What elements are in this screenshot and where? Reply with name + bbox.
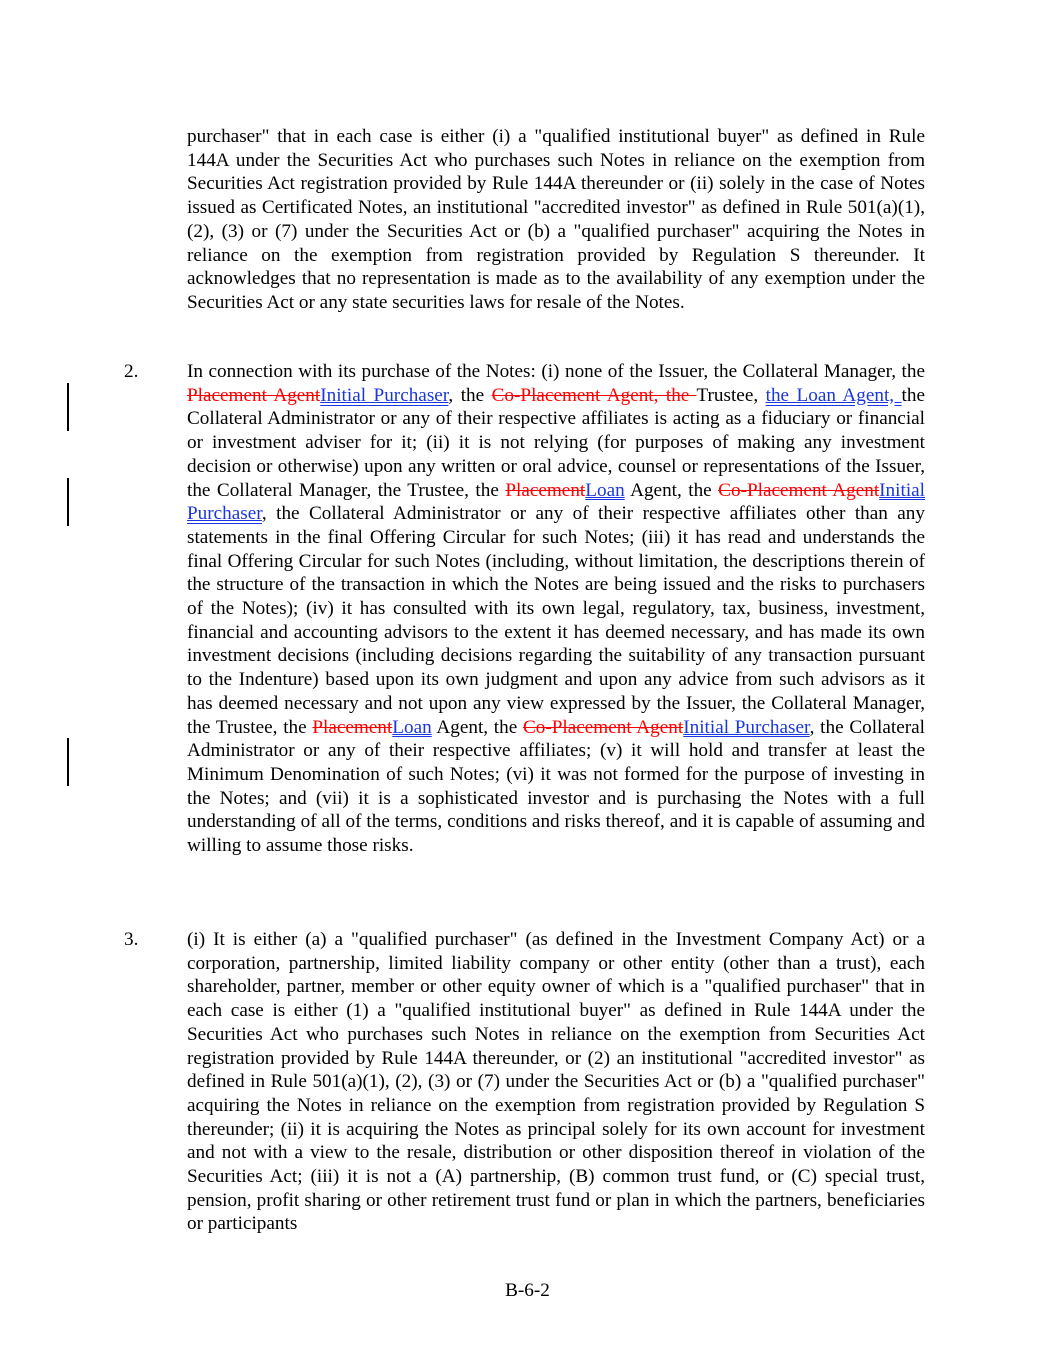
paragraph-number-2: 2.	[124, 361, 139, 382]
body-text: Trustee,	[696, 384, 766, 406]
inserted-text: Initial Purchaser	[320, 384, 449, 406]
paragraph-3: (i) It is either (a) a "qualified purchaser" (as defined in the Investment Company Act) or a corporation, partnership, limited liability company or other entity (other than a trust), each shareholder, partner, member or other equity owner of which is a "qualified purchaser" that in each case is either (1) a "qualified institutional buyer" as defined in Rule 144A under the Securities Act who purchases such Notes in reliance on the exemption from Securities Act registration provided by Rule 144A thereunder, or (2) an institutional "accredited investor" as defined in Rule 501(a)(1), (2), (3) or (7) under the Securities Act or (b) a "qualified purchaser" acquiring the Notes in reliance on the exemption from registration provided by Regulation S thereunder; (ii) it is acquiring the Notes as principal solely for its own account for investment and not with a view to the resale, distribution or other disposition thereof in violation of the Securities Act; (iii) it is not a (A) partnership, (B) common trust fund, or (C) special trust, pension, profit sharing or other retirement trust fund or plan in which the partners, beneficiaries or participants	[187, 929, 925, 1235]
body-text: In connection with its purchase of the Notes: (i) none of the Issuer, the Collateral Manager, the	[187, 361, 925, 382]
deleted-text: Placement	[505, 479, 586, 501]
inserted-text: Loan	[392, 716, 432, 738]
deleted-text: Placement	[312, 716, 393, 738]
paragraph-2	[187, 360, 925, 858]
inserted-text: Initial Purchaser	[187, 479, 925, 525]
body-text: , the	[448, 384, 492, 406]
paragraph-continuation: purchaser" that in each case is either (i) a "qualified institutional buyer" as defined in Rule 144A under the Securities Act who purchases such Notes in reliance on the exemption from Securities Act registration provided by Rule 144A thereunder or (ii) solely in the case of Notes issued as Certificated Notes, an institutional "accredited investor" as defined in Rule 501(a)(1), (2), (3) or (7) under the Securities Act or (b) a "qualified purchaser" acquiring the Notes in reliance on the exemption from registration provided by Regulation S thereunder. It acknowledges that no representation is made as to the availability of any exemption under the Securities Act or any state securities laws for resale of the Notes.	[187, 126, 925, 313]
inserted-text: the Loan Agent,	[765, 384, 902, 406]
body-text: Agent, the	[624, 479, 719, 501]
change-bar	[67, 383, 69, 431]
body-text: , the Collateral Administrator or any of their respective affiliates other than any statements in the final Offering Circular for such Notes; (iii) it has read and understands the final Offering Circular for such Notes (including, without limitation, the descriptions therein of the structure of the transaction in which the Notes are being issued and the risks to purchasers of the Notes); (iv) it has consulted with its own legal, regulatory, tax, business, investment, financial and accounting advisors to the extent it has deemed necessary, and has made its own investment decisions (including decisions regarding the suitability of any transaction pursuant to the Indenture) based upon its own judgment and upon any advice from such advisors as it has deemed necessary and not upon any view expressed by the Issuer, the Collateral Manager, the Trustee, the	[187, 503, 925, 738]
deleted-text: Co-Placement Agent	[718, 479, 880, 501]
body-text: the Collateral Administrator or any of their respective affiliates is acting as a fiduciary or financial or investment adviser for it; (ii) it is not relying (for purposes of making any investment decision or otherwise) upon any written or oral advice, counsel or representations of the Issuer, the Collateral Manager, the Trustee, the	[187, 384, 925, 501]
paragraph-number-3: 3.	[124, 929, 139, 950]
deleted-text: Placement Agent	[187, 384, 321, 406]
body-text: Agent, the	[431, 716, 523, 738]
body-text: , the Collateral Administrator or any of their respective affiliates; (v) it will hold and transfer at least the Minimum Denomination of such Notes; (vi) it was not formed for the purpose of investing in the Notes; and (vii) it is a sophisticated investor and is purchasing the Notes with a full understanding of all of the terms, conditions and risks thereof, and it is capable of assuming and willing to assume those risks.	[187, 716, 925, 857]
deleted-text: Co-Placement Agent, the	[491, 384, 697, 406]
inserted-text: Initial Purchaser	[683, 716, 810, 738]
deleted-text: Co-Placement Agent	[522, 716, 684, 738]
change-bar	[67, 738, 69, 786]
inserted-text: Loan	[585, 479, 625, 501]
page-number: B-6-2	[505, 1280, 550, 1301]
change-bar	[67, 478, 69, 526]
